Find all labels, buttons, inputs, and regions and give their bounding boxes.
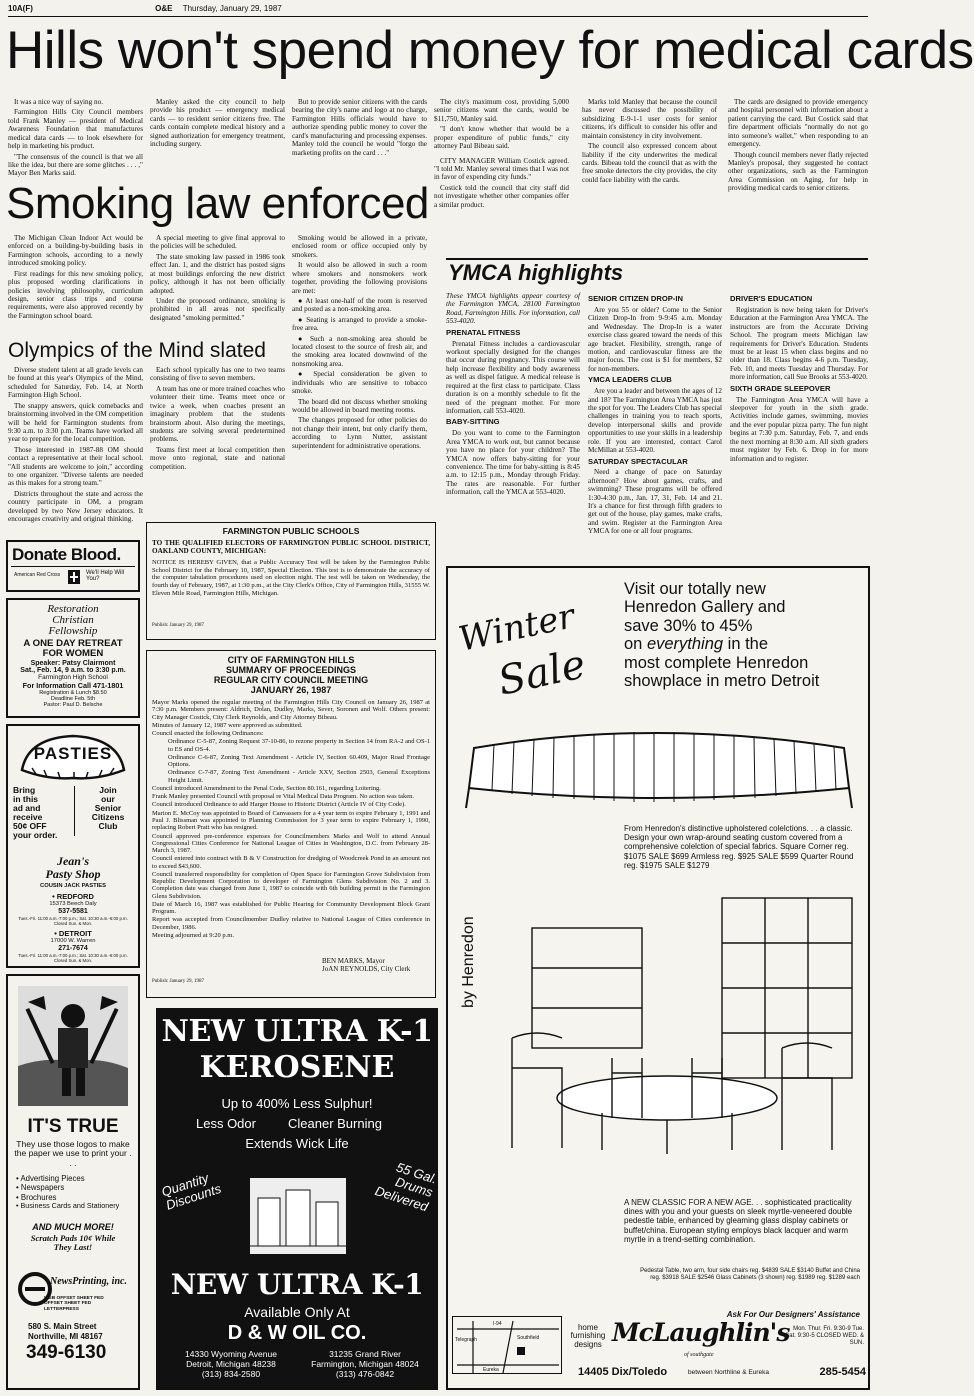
medical-col-6 bbox=[728, 98, 868, 248]
store-between: between Northline & Eureka bbox=[688, 1369, 769, 1376]
council-item: Council transferred responsibility for completion of Open Space for Farmington Grove Subdivision from Republic Development Corporation to developer of Farmington Glens Subdivision No. 2 and 3. Completion date was changed from June 1, 1987 to coincide with 6th building permit in the Farmington Glens Subdivision. bbox=[152, 870, 430, 900]
retreat-ad bbox=[6, 598, 140, 718]
ymca-section-title: SIXTH GRADE SLEEPOVER bbox=[730, 383, 831, 393]
kerosene-company: D & W OIL CO. bbox=[227, 1322, 367, 1344]
kerosene-title-1: NEW ULTRA K-1 bbox=[161, 1014, 433, 1049]
retreat-church-2: Christian bbox=[52, 614, 94, 626]
medical-p: CITY MANAGER William Costick agreed. "I told Mr. Manley several times that I was not in favor of expending city funds." bbox=[434, 156, 569, 182]
pasties-shop-1: Jean's bbox=[56, 854, 89, 868]
medical-headline: Hills won't spend money for medical cards bbox=[6, 21, 974, 80]
pasties-left-line: Bring bbox=[13, 785, 36, 795]
folio bbox=[8, 4, 868, 16]
retreat-deadline: Deadline Feb. 5th bbox=[50, 696, 96, 703]
classic-prices: Pedestal Table, two arm, four side chairs reg. $4839 SALE $3140 Buffet and China reg. $3918 SALE $2546 Glass Cabinets (3 shown) reg. $1989 reg. $1289 each bbox=[640, 1268, 860, 1281]
medical-p: The city's maximum cost, providing 5,000 senior citizens want the cards, would be $11,750, Manley said. bbox=[434, 98, 569, 123]
henredon-head-4a: on bbox=[624, 635, 647, 654]
medical-p: Marks told Manley that because the council has never discussed the possibility of subsidizing E-9-1-1 user costs for senior citizens, it's difficult to consider his offer and maintain consistency in city involvement. bbox=[582, 98, 717, 140]
printing-pads: Scratch Pads 10¢ While They Last! bbox=[30, 1233, 116, 1253]
olympics-col-1 bbox=[8, 366, 143, 528]
ymca-col-3 bbox=[730, 292, 868, 560]
smoking-col-1 bbox=[8, 234, 143, 338]
schools-notice bbox=[146, 522, 436, 640]
henredon-head-2: Henredon Gallery and bbox=[624, 598, 786, 617]
medical-p: But to provide senior citizens with the cards bearing the city's name and logo at no charge, Farmington Hills officials would have to authorize spending public money to cover the card's manufacturing and processing expenses. Manley told the council he would "forgo the marketing profits on the card . . ." bbox=[292, 98, 427, 157]
kerosene-address-1 bbox=[166, 1350, 296, 1379]
smoking-p: The Michigan Clean Indoor Act would be enforced on a building-by-building basis in Farmington schools, according to a newly introduced smoking policy. bbox=[8, 234, 143, 268]
dining-room-illustration-icon bbox=[492, 888, 866, 1158]
printing-title: IT'S TRUE bbox=[27, 1116, 119, 1137]
pasties-phone-1: 537-5581 bbox=[58, 908, 88, 915]
ymca-section-title: BABY-SITTING bbox=[446, 417, 500, 427]
medical-col-4 bbox=[434, 98, 569, 248]
store-of: of southgate bbox=[684, 1352, 714, 1358]
medical-p: "The consensus of the council is that we all like the idea, but there are some glitches . . . ," Mayor Ben Marks said. bbox=[8, 152, 143, 178]
pasties-sub: COUSIN JACK PASTIES bbox=[40, 883, 106, 889]
pasties-hours-2: Tues.-Fri. 11:00 a.m.-7:00 p.m.; Sat. 10:30 a.m.-6:00 p.m. Closed Sun. & Mon. bbox=[18, 953, 128, 963]
printing-item: • Business Cards and Stationery bbox=[16, 1201, 120, 1211]
retreat-speaker: Speaker: Patsy Clairmont bbox=[30, 660, 116, 668]
red-cross-icon bbox=[68, 570, 80, 584]
pasties-phone-2: 271-7674 bbox=[58, 945, 88, 952]
pasties-left-line: receive bbox=[13, 811, 43, 822]
kerosene-addr-line: (313) 476-0842 bbox=[335, 1368, 395, 1379]
classic-caption: A NEW CLASSIC FOR A NEW AGE. . . sophisticated practicality dines with you and your guests on sleek myrtle-veneered double pedestle table, enhanced by gleaming glass display cabinets or buffet/china. European styling employs black lacquer and warm myrtle in a trend-setting combination. bbox=[624, 1198, 853, 1244]
olympics-p: Districts throughout the state and across the country participate in OM, a program developed by two New Jersey educators. It encourages creativity and original thinking. bbox=[8, 489, 143, 524]
medical-p: "I don't know whether that would be a proper expenditure of public funds," city attorney Paul Bibeau said. bbox=[434, 125, 569, 151]
council-item: Council entered into contract with B & V Construction for dredging of Woodcreek Pond in an amount not to exceed $43,600. bbox=[152, 855, 430, 870]
smoking-headline: Smoking law enforced bbox=[6, 179, 429, 228]
smoking-p: A special meeting to give final approval to the policies will be scheduled. bbox=[150, 234, 285, 251]
retreat-church-3: Fellowship bbox=[48, 625, 98, 637]
storage-tanks-illustration-icon bbox=[250, 1178, 346, 1254]
printing-item: • Brochures bbox=[16, 1192, 57, 1202]
pasties-right bbox=[78, 786, 138, 831]
sale-word: Sale bbox=[494, 641, 590, 705]
printing-line: They use those logos to make the paper we use to print your . . . bbox=[14, 1139, 132, 1168]
henredon-ask: Ask For Our Designers' Assistance bbox=[726, 1310, 860, 1319]
smoking-p: ● Such a non-smoking area should be located closest to the source of fresh air, and the smoking area located downwind of the nonsmoking area. bbox=[292, 334, 427, 368]
ymca-section-body: The Farmington Area YMCA will have a sleepover for youth in the sixth grade. Activities include games, swimming, movies and the ever popular pizza party. The fun night begins at 7:30 p.m. Saturday, Feb. 7, and ends the next morning at 8:30 a.m. All sixth graders must register by Feb. 6. Drop in for more information and to register. bbox=[730, 395, 868, 463]
council-title-4: JANUARY 26, 1987 bbox=[250, 685, 332, 695]
henredon-head-3: save 30% to 45% bbox=[624, 616, 753, 635]
kerosene-qty: Quantity Discounts bbox=[159, 1170, 224, 1214]
store-phone: 285-5454 bbox=[819, 1366, 866, 1378]
council-items bbox=[152, 699, 430, 957]
store-hours: Mon. Thur. Fri. 9:30-9 Tue. Sat. 9:30-5 CLOSED WED. & SUN. bbox=[785, 1326, 864, 1346]
kerosene-title-2: KEROSENE bbox=[199, 1050, 395, 1085]
ymca-section-body: Registration is now being taken for Driver's Education at the Farmington Area YMCA. The instructors are from the Accurate Driving School. The program meets Michigan law requirements for Driver's Education. Students must be at least 15 when class begins and no older than 18. Class begins 4-6 p.m. Tuesday, Feb. 10, and meets Tuesday and Thursday. For more information, call Sue Brooks at 553-4020. bbox=[730, 305, 868, 382]
retreat-pastor: Pastor: Paul D. Belsche bbox=[43, 702, 103, 709]
pasties-left-line: ad and bbox=[13, 802, 41, 813]
donate-tag-1: American Red Cross bbox=[14, 572, 61, 578]
printing-items bbox=[16, 1174, 140, 1211]
kerosene-feature-1: Up to 400% Less Sulphur! bbox=[221, 1096, 373, 1111]
kerosene-ad bbox=[156, 1008, 438, 1390]
ymca-section-title: PRENATAL FITNESS bbox=[446, 327, 521, 337]
ymca-section-body: Are you 55 or older? Come to the Senior Citizen Drop-In from 9-9:45 a.m. Monday and Wednesday. The Drop-In is a water exercise class geared toward the needs of this age bracket. Flexibility, strength, range of motion, and cardiovascular fitness are the major focus. The cost is $1 for members, $2 for non-members. bbox=[588, 305, 722, 373]
smoking-p: Under the proposed ordinance, smoking is prohibited in all areas not specifically designated "smoking permitted." bbox=[150, 296, 285, 322]
kerosene-addr-line: 14330 Wyoming Avenue bbox=[185, 1349, 277, 1359]
pasties-loc-1: • REDFORD bbox=[52, 892, 94, 901]
pasties-left-line: in this bbox=[13, 793, 39, 804]
medical-p: It was a nice way of saying no. bbox=[14, 98, 104, 106]
printing-company: NewsPrinting, inc. bbox=[50, 1276, 127, 1287]
olympics-col-2 bbox=[150, 366, 285, 528]
donate-tag-2: We'll Help Will You? bbox=[86, 570, 125, 582]
henredon-head-1: Visit our totally new bbox=[624, 580, 766, 598]
sofa-caption: From Henredon's distinctive upholstered colelctions. . . a classic. Design your own wrap-around seating custom covered from a comprehensive colelction of special fabrics. Square Corner reg. $1075 SALE $699 Armless reg. $925 SALE $599 Quarter Round reg. $1975 SALE $1279 bbox=[624, 824, 854, 870]
council-item: Ordinance C-7-87, Zoning Text Amendment - Article XXV, Section 2503, General Exceptions Height Limit. bbox=[168, 769, 430, 784]
divider-line bbox=[74, 786, 75, 836]
council-item: Council introduced Ordinance to add Harger House to Historic District (Article IV of City Code). bbox=[152, 801, 406, 809]
ymca-intro: These YMCA highlights appear courtesy of the Farmington YMCA, 28100 Farmington Road, Farmington Hills. For information, call 553-4020. bbox=[446, 292, 580, 326]
smoking-p: First readings for this new smoking policy, plus proposed wording clarifications in policies involving philosophy, curriculum design, senior class trips and course requirements, were also approved recently by the Farmington school board. bbox=[8, 269, 143, 320]
council-item: Minutes of January 12, 1987 were approved as submitted. bbox=[152, 721, 303, 729]
smoking-p: Smoking would be allowed in a private, enclosed room or office occupied only by smokers. bbox=[292, 234, 427, 259]
council-notice bbox=[146, 650, 436, 998]
pasties-right-line: Join bbox=[99, 785, 117, 795]
pasties-right-line: Senior bbox=[94, 802, 122, 813]
kerosene-avail: Available Only At bbox=[244, 1304, 350, 1320]
kerosene-addr-line: (313) 834-2580 bbox=[201, 1368, 261, 1379]
henredon-headline bbox=[624, 580, 864, 691]
winter-sale-logo bbox=[455, 596, 598, 708]
council-sign-2: JoAN REYNOLDS, City Clerk bbox=[322, 965, 411, 974]
ymca-headline: YMCA highlights bbox=[448, 260, 624, 285]
map-road-4: Eureka bbox=[483, 1367, 499, 1373]
olympics-p: Those interested in 1987-88 OM should contact a representative at their local school. "All students are welcome to join," according to one organizer. "Diverse talents are needed as this makes for a strong team." bbox=[8, 445, 143, 488]
council-sign-1: BEN MARKS, Mayor bbox=[322, 957, 385, 965]
retreat-when: Sat., Feb. 14, 9 a.m. to 3:30 p.m. bbox=[20, 667, 126, 675]
ymca-section-title: SENIOR CITIZEN DROP-IN bbox=[588, 294, 683, 303]
council-title-2: SUMMARY OF PROCEEDINGS bbox=[225, 665, 356, 675]
schools-notice-title: FARMINGTON PUBLIC SCHOOLS bbox=[222, 526, 360, 536]
retreat-reg: Registration & Lunch $8.50 bbox=[39, 690, 107, 697]
printing-services: WEB OFFSET SHEET FED OFFSET SHEET FED LETTERPRESS bbox=[44, 1296, 104, 1312]
medical-p: Costick told the council that city staff did not investigate whether other companies offer a similar product. bbox=[434, 183, 569, 209]
henredon-head-4 bbox=[624, 635, 864, 653]
council-title-3: REGULAR CITY COUNCIL MEETING bbox=[213, 675, 369, 685]
folio-rule bbox=[8, 16, 868, 17]
printing-item: • Newspapers bbox=[16, 1183, 65, 1193]
medical-col-2 bbox=[150, 98, 285, 176]
printing-more: AND MUCH MORE! bbox=[32, 1222, 114, 1232]
kerosene-addr-line: Farmington, Michigan 48024 bbox=[311, 1358, 419, 1369]
smoking-p: The board did not discuss whether smoking would be allowed in board meeting rooms. bbox=[292, 397, 427, 415]
council-item: Council enacted the following Ordinances: bbox=[152, 730, 264, 738]
olympics-headline: Olympics of the Mind slated bbox=[8, 339, 266, 362]
schools-notice-publish: Publish: January 29, 1987 bbox=[152, 622, 204, 628]
henredon-head-6: showplace in metro Detroit bbox=[624, 672, 820, 691]
council-publish: Publish: January 29, 1987 bbox=[152, 979, 204, 985]
pasties-right-line: our bbox=[101, 793, 115, 804]
retreat-title: A ONE DAY RETREAT FOR WOMEN bbox=[23, 638, 123, 660]
folio-page: 10A(F) bbox=[8, 4, 33, 13]
donate-rule bbox=[11, 566, 135, 567]
medical-p: Farmington Hills City Council members told Frank Manley — president of Medical Awareness Foundation that manufactures medical data cards — to look elsewhere for help in marketing his product. bbox=[8, 108, 143, 151]
pasties-title: PASTIES bbox=[33, 744, 113, 763]
council-item: Report was accepted from Councilmember Dudley relative to National League of Cities conference in December, 1986. bbox=[152, 916, 430, 931]
smoking-p: ● Seating is arranged to provide a smoke-free area. bbox=[292, 315, 427, 333]
folio-paper: O&E bbox=[155, 4, 173, 13]
ymca-section-body: Do you want to come to the Farmington Area YMCA to work out, but cannot because you have no place for your children? The YMCA now offers baby-sitting for your convenience. The time for baby-sitting is 8:45 a.m. to 12:15 p.m., Monday through Friday. The rates are reasonable. For further information, call the YMCA at 553-4020. bbox=[446, 429, 580, 497]
smoking-p: It would also be allowed in such a room where smokers and nonsmokers work together, providing the following provisions are met: bbox=[292, 261, 427, 295]
donate-title: Donate Blood. bbox=[12, 545, 121, 564]
henredon-brand: by Henredon bbox=[460, 916, 477, 1008]
smoking-col-3 bbox=[292, 234, 427, 524]
kerosene-bottom: NEW ULTRA K-1 bbox=[170, 1268, 424, 1301]
smoking-p: The state smoking law passed in 1986 took effect Jan. 1, and the district has posted signs at most buildings enforcing the new district policy, although it has not been officially adopted. bbox=[150, 252, 285, 295]
ymca-section-title: SATURDAY SPECTACULAR bbox=[588, 456, 688, 466]
retreat-where: Farmington High School bbox=[38, 674, 108, 682]
kerosene-address-2 bbox=[298, 1350, 432, 1379]
winter-word: Winter bbox=[455, 596, 579, 660]
medical-col-5 bbox=[582, 98, 717, 248]
council-item: Council introduced Amendment to the Penal Code, Section 80.161, regarding Loitering. bbox=[152, 784, 381, 792]
medical-p: The council also expressed concern about liability if the city underwrites the medical cards. Bibeau told the council that as with the free smoke detectors the city provides, the city could face liability with the cards. bbox=[582, 142, 717, 184]
kerosene-drums: 55 Gal. Drums Delivered bbox=[373, 1159, 439, 1214]
store-home: home furnishing designs bbox=[570, 1323, 606, 1349]
council-item: Ordinance C-5-87, Zoning Request 37-10-86, to rezone property in Section 14 from RA-2 and OS-1 to ES and OS-4. bbox=[168, 738, 430, 753]
ymca-section-title: DRIVER'S EDUCATION bbox=[730, 294, 813, 303]
council-item: Marion E. McCoy was appointed to Board of Canvassers for a 4 year term to expire February 1, 1991 and Paul J. Blissman was appointed to Planning Commission for 3 year term to expire February 1, 1990, replacing Robert Pratt who has resigned. bbox=[152, 809, 430, 832]
olympics-p: Each school typically has one to two teams consisting of five to seven members. bbox=[150, 366, 285, 383]
smoking-p: The changes proposed for other policies do not change their intent, but only clarify them, according to Lynn Nutter, assistant superintendent for administrative operations. bbox=[292, 416, 427, 450]
kerosene-feature-2: Less Odor bbox=[196, 1116, 256, 1131]
medical-col-3 bbox=[292, 98, 427, 176]
printing-phone: 349-6130 bbox=[26, 1342, 107, 1363]
pasties-ad bbox=[6, 724, 140, 968]
printing-ad bbox=[6, 974, 140, 1390]
medical-col-1 bbox=[8, 98, 143, 176]
sofa-illustration-icon bbox=[454, 708, 864, 818]
medical-p: The cards are designed to provide emergency and hospital personnel with information about a patient carrying the card. But Costick said that fire department officials "normally do not go into someone's wallet," when responding to an emergency. bbox=[728, 98, 868, 149]
pasties-hours-1: Tues.-Fri. 11:00 a.m.-7:00 p.m.; Sat. 10:30 a.m.-6:00 p.m. Closed Sun. & Mon. bbox=[18, 916, 128, 926]
medical-p: Manley asked the city council to help provide his product — emergency medical cards — to resident senior citizens free. The cards contain complete medical history and a signed authorization for emergency treatment, including surgery. bbox=[150, 98, 285, 149]
kerosene-feature-4: Extends Wick Life bbox=[245, 1136, 349, 1151]
council-title-1: CITY OF FARMINGTON HILLS bbox=[227, 655, 355, 665]
ymca-section-body: Need a change of pace on Saturday afternoon? How about games, crafts, and swimming? These programs will be offered 1:30-4:30 p.m., Jan. 17, 31, Feb. 14 and 21. It's a chance for first through fifth graders to get out of the house, play games, make crafts, and swim. Register at the Farmington Area YMCA for one or all four programs. bbox=[588, 468, 722, 536]
smoking-p: ● Special consideration be given to individuals who are sensitive to tobacco smoke. bbox=[292, 370, 427, 396]
schools-notice-subtitle: TO THE QUALIFIED ELECTORS OF FARMINGTON PUBLIC SCHOOL DISTRICT, OAKLAND COUNTY, MICHIGAN: bbox=[152, 539, 430, 556]
lumberjack-illustration-icon bbox=[18, 986, 128, 1106]
pasties-right-line: Citizens bbox=[91, 811, 125, 822]
ymca-section-body: Are you a leader and between the ages of 12 and 18? The Farmington Area YMCA has just the spot for you. The Leaders Club has special challenges in training you to teach sports, develop interpersonal skills and provide opportunities to use your skills in a leadership role. If you are interested, contact Carol McMillan at 553-4020. bbox=[588, 387, 722, 455]
pasties-left bbox=[13, 786, 73, 840]
pasties-right-line: Club bbox=[98, 820, 118, 831]
printing-addr-1: 580 S. Main Street bbox=[28, 1322, 97, 1331]
council-item: Council approved pre-conference expenses for Councilmembers Marks and Wolf to attend Annual Congressional Cities Conference for National League of Cities in Washington, D.C. from February 28-March 3, 1987. bbox=[152, 832, 430, 855]
donate-blood-ad bbox=[6, 540, 140, 592]
map-road-2: Telegraph bbox=[455, 1337, 477, 1343]
pasties-shop-2: Pasty Shop bbox=[45, 867, 101, 881]
council-item: Ordinance C-6-87, Zoning Text Amendment - Article IV, Section 60.409, Major Road Frontage Options. bbox=[168, 753, 430, 769]
kerosene-addr-line: Detroit, Michigan 48238 bbox=[186, 1358, 276, 1369]
store-address: 14405 Dix/Toledo bbox=[578, 1366, 668, 1378]
printing-item: • Advertising Pieces bbox=[16, 1174, 85, 1183]
henredon-ad bbox=[446, 566, 870, 1390]
henredon-head-4c: in the bbox=[723, 635, 769, 654]
pasties-addr-2: 17000 W. Warren bbox=[50, 938, 96, 944]
council-item: Frank Manley presented Council with proposal re Vital Medical Data Program. No action was taken. bbox=[152, 793, 414, 801]
council-item: Mayor Marks opened the regular meeting of the Farmington Hills City Council on January 26, 1987 at 7:30 p.m. Members present: Aldrich, Dolan, Dudley, Marks, Sever, Soronen and Wolf. Others present: City Manager Costick, City Clerk Reynolds, and City Attorney Bibeau. bbox=[152, 699, 430, 721]
map-road-3: Southfield bbox=[517, 1335, 540, 1341]
retreat-church-1: Restoration bbox=[47, 603, 99, 615]
olympics-p: The snappy answers, quick comebacks and brainstorming involved in the OM competition will be held for Farmington students from 9:30 a.m. to 3:30 p.m. Teams have worked all year to prepare for the local competition. bbox=[8, 401, 143, 444]
olympics-p: Teams first meet at local competition then move onto regional, state and national competition. bbox=[150, 445, 285, 471]
medical-p: Though council members never flatly rejected Manley's proposal, they suggested he contact other organizations, such as the Farmington Area Commission on Aging, for help in providing medical cards to senior citizens. bbox=[728, 150, 868, 193]
folio-date: Thursday, January 29, 1987 bbox=[182, 4, 282, 13]
henredon-head-5: most complete Henredon bbox=[624, 653, 809, 672]
kerosene-addr-line: 31235 Grand River bbox=[329, 1349, 401, 1359]
pasties-left-line: 50¢ OFF bbox=[13, 820, 47, 831]
council-item: Date of March 16, 1987 was established for Public Hearing for Community Development Block Grant Program. bbox=[152, 900, 430, 916]
ymca-col-1 bbox=[446, 292, 580, 560]
store-map bbox=[452, 1316, 562, 1374]
retreat-info: For Information Call 471-1801 bbox=[22, 681, 124, 691]
kerosene-feature-3: Cleaner Burning bbox=[288, 1116, 382, 1131]
smoking-p: ● At least one-half of the room is reserved and posted as a non-smoking area. bbox=[292, 296, 427, 314]
ymca-section-title: YMCA LEADERS CLUB bbox=[588, 375, 672, 385]
smoking-col-2 bbox=[150, 234, 285, 338]
pasties-addr-1: 15373 Beech Daly bbox=[49, 901, 97, 907]
olympics-p: A team has one or more trained coaches who volunteer their time. Teams meet once or twice a week, when coaches present an imaginary problem that the students brainstorm about. Also during the meetings, students are solving several predetermined problems. bbox=[150, 384, 285, 444]
map-road-1: I-94 bbox=[493, 1321, 502, 1327]
store-name: McLaughlin's bbox=[612, 1318, 790, 1347]
council-item: Meeting adjourned at 9:20 p.m. bbox=[152, 931, 234, 939]
henredon-head-4b: everything bbox=[646, 635, 724, 654]
schools-notice-body: NOTICE IS HEREBY GIVEN, that a Public Accuracy Test will be taken by the Farmington Public School District for the February 10, 1987, Special Election. This test is to demonstrate the accuracy of the computer tabulation procedures used on election night. The test will be taken on Wednesday, the fourth day of February, 1987, at 1:30 p.m., at the City Clerk's Office, City of Farmington Hills, 31555 W. Eleven Mile Road, Farmington Hills, Michigan. bbox=[152, 558, 430, 597]
ymca-section-body: Prenatal Fitness includes a cardiovascular workout specially designed for the changes that occur during pregnancy. This course will help increase flexibility and body awareness as well as dispel fatigue. A medical release is required at the first class to participate. Class duration is on a monthly schedule to fit the need of the pregnant mother. For more information, call 553-4020. bbox=[446, 339, 580, 415]
pasties-loc-2: • DETROIT bbox=[54, 929, 92, 938]
olympics-p: Diverse student talent at all grade levels can be found at this year's Olympics of the Mind, scheduled for Saturday, Feb. 14, at North Farmington High School. bbox=[8, 366, 143, 400]
ymca-col-2 bbox=[588, 292, 722, 560]
pasties-left-line: your order. bbox=[13, 829, 58, 840]
printing-addr-2: Northville, MI 48167 bbox=[28, 1332, 103, 1341]
